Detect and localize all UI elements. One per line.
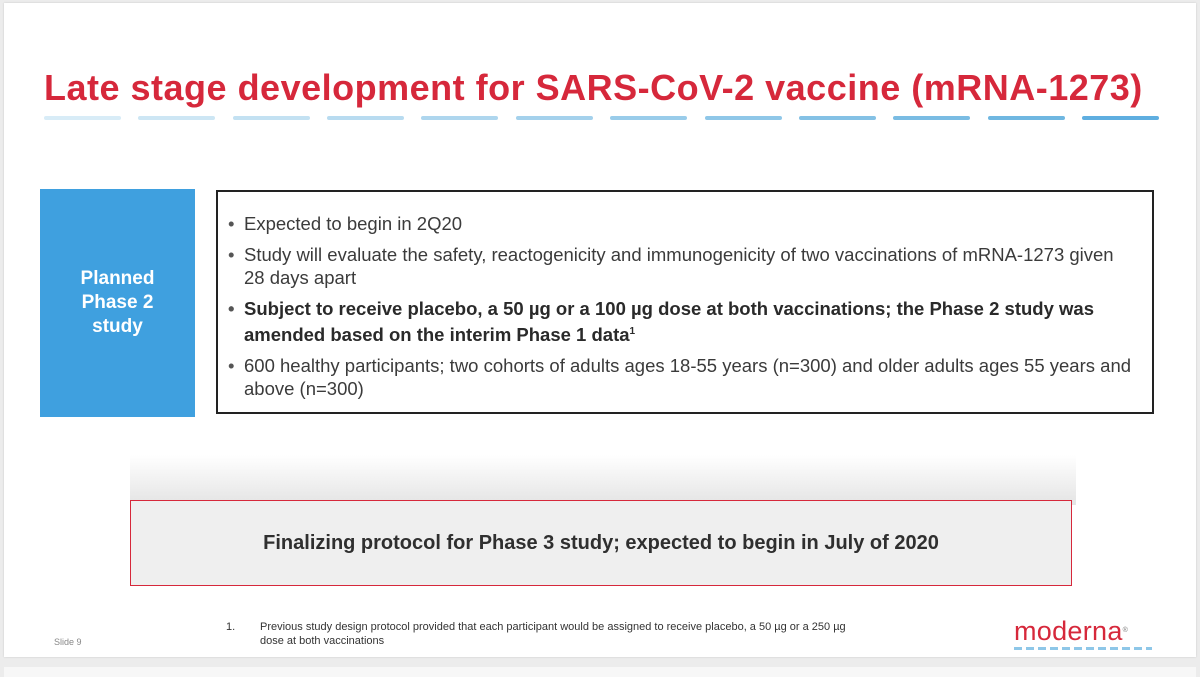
bullet-item: • Subject to receive placebo, a 50 µg or a 100 µg dose at both vaccinations; the Phase 2 study was amended based on the interim Phase 1 data$^1$	[226, 297, 1136, 346]
slide-number: Slide 9	[54, 637, 82, 647]
footnote-number: 1.	[226, 621, 236, 633]
divider-dash	[705, 116, 782, 120]
divider-dash	[421, 116, 498, 120]
phase2-bullet-list	[218, 192, 1152, 400]
divider-dash	[799, 116, 876, 120]
footnote	[226, 620, 846, 648]
logo-registered-mark: ®	[1122, 627, 1129, 634]
next-slide-strip	[4, 667, 1196, 677]
divider-dash	[1082, 116, 1159, 120]
moderna-logo	[1014, 617, 1159, 657]
bullet-item: • Study will evaluate the safety, reactogenicity and immunogenicity of two vaccinations of mRNA-1273 given 28 days apart	[226, 243, 1136, 289]
bullet-item: • 600 healthy participants; two cohorts of adults ages 18-55 years (n=300) and older adults ages 55 years and above (n=300)	[226, 354, 1136, 400]
phase3-box	[130, 500, 1072, 586]
divider-dash	[233, 116, 310, 120]
footnote-marker: 1	[629, 326, 636, 337]
phase3-text: Finalizing protocol for Phase 3 study; expected to begin in July of 2020	[263, 531, 939, 554]
divider-dash	[327, 116, 404, 120]
logo-text: moderna	[1014, 616, 1123, 646]
bullet-item: • Expected to begin in 2Q20	[226, 212, 1136, 235]
slide-title: Late stage development for SARS-CoV-2 vaccine (mRNA-1273)	[44, 67, 1143, 108]
divider-dash	[138, 116, 215, 120]
divider-dash	[893, 116, 970, 120]
fade-band	[130, 455, 1076, 505]
logo-dashes	[1014, 647, 1152, 650]
phase2-label: Planned Phase 2 study	[80, 268, 155, 337]
phase2-details-box	[216, 190, 1154, 414]
phase2-label-box	[40, 189, 195, 417]
footnote-text: Previous study design protocol provided that each participant would be assigned to receive placebo, a 50 µg or a 250 µg dose at both vaccinations	[260, 621, 846, 647]
title-divider	[44, 116, 1159, 124]
divider-dash	[610, 116, 687, 120]
divider-dash	[516, 116, 593, 120]
divider-dash	[44, 116, 121, 120]
divider-dash	[988, 116, 1065, 120]
slide	[4, 3, 1196, 657]
